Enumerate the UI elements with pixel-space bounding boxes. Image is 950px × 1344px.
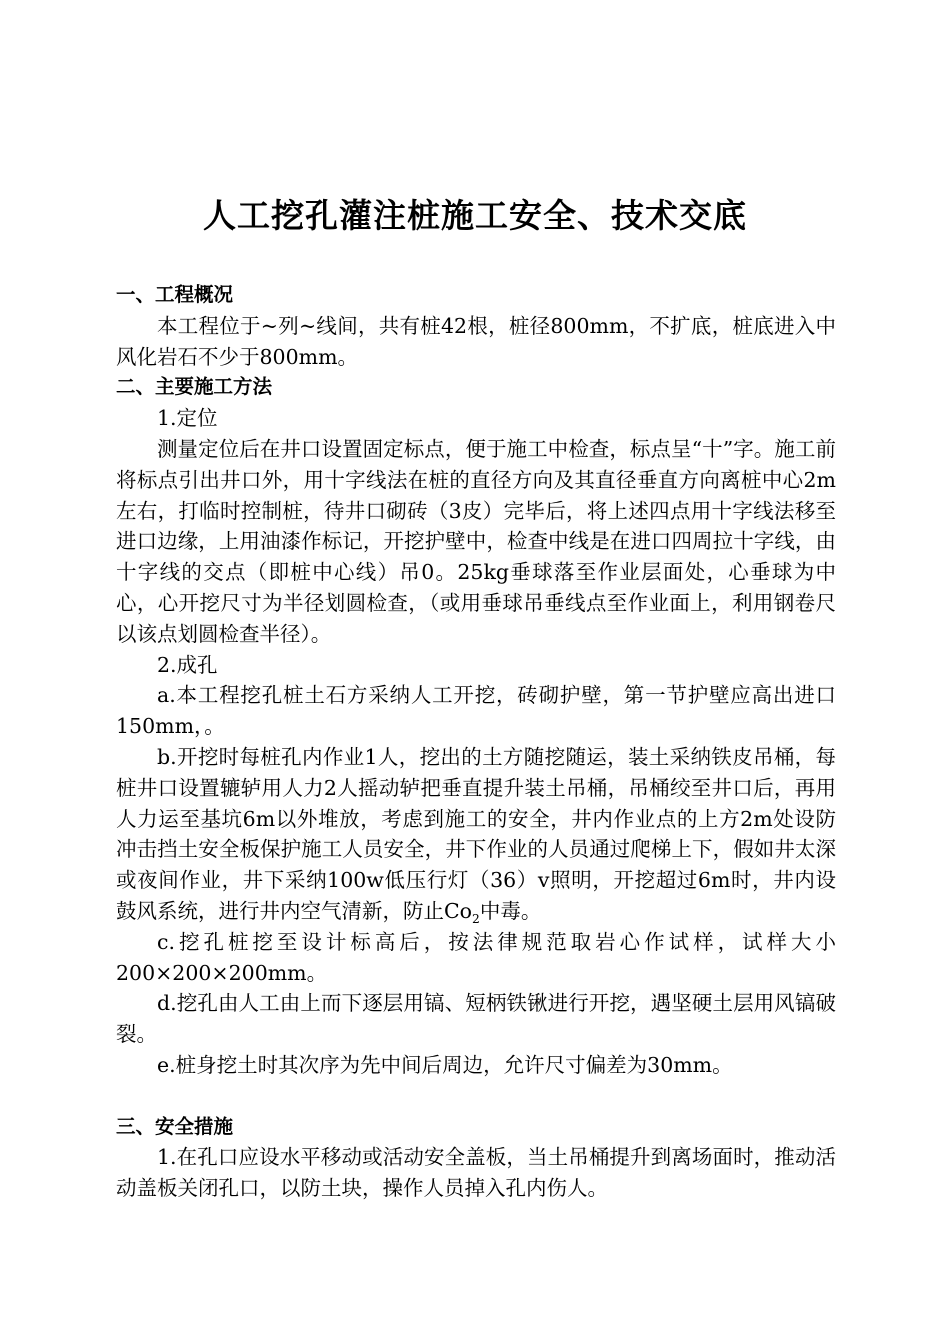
section-heading-safety: 三、安全措施 [116, 1114, 234, 1138]
document-body [116, 280, 836, 1204]
hole-forming-item-b [116, 742, 836, 927]
hole-forming-item-c: c.挖孔桩挖至设计标高后，按法律规范取岩心作试样，试样大小200×200×200mm。 [116, 929, 836, 985]
section-heading-methods: 二、主要施工方法 [116, 375, 273, 399]
hole-forming-item-a: a.本工程挖孔桩土石方采纳人工开挖，砖砌护壁，第一节护壁应高出进口150mm，。 [116, 683, 836, 739]
subheading-hole-forming: 2.成孔 [157, 652, 218, 677]
section-spacer [116, 1081, 836, 1112]
subheading-positioning: 1.定位 [157, 406, 218, 431]
item-b-text: b.开挖时每桩孔内作业1人，挖出的土方随挖随运，装土采纳铁皮吊桶，每桩井口设置辘轳用人力2人摇动轳把垂直提升装土吊桶，吊桶绞至井口后，再用人力运至基坑6m以外堆放，考虑到施工的安全，井内作业点的上方2m处设防冲击挡土安全板保护施工人员安全，井下作业的人员通过爬梯上下，假如井太深或夜间作业，井下采纳100w低压行灯（36）v照明，开挖超过6m时，井内设鼓风系统，进行井内空气清新，防止Co [116, 744, 836, 923]
section-heading-overview: 一、工程概况 [116, 283, 234, 306]
hole-forming-item-e: e.桩身挖土时其次序为先中间后周边，允许尺寸偏差为30mm。 [157, 1052, 733, 1077]
document-title: 人工挖孔灌注桩施工安全、技术交底 [203, 196, 747, 235]
overview-paragraph: 本工程位于~列~线间，共有桩42根，桩径800mm，不扩底，桩底进入中风化岩石不少于800mm。 [116, 313, 836, 369]
positioning-paragraph: 测量定位后在井口设置固定标点，便于施工中检查，标点呈“十”字。施工前将标点引出井口外，用十字线法在桩的直径方向及其直径垂直方向离桩中心2m左右，打临时控制桩，待井口砌砖（3皮）完毕后，将上述四点用十字线法移至进口边缘，上用油漆作标记，开挖护壁中，检查中线是在进口四周拉十字线，由十字线的交点（即桩中心线）吊0。25kg垂球落至作业层面处，心垂球为中心，心开挖尺寸为半径划圆检查，（或用垂球吊垂线点至作业面上，利用钢卷尺以该点划圆检查半径）。 [116, 436, 836, 646]
hole-forming-item-d: d.挖孔由人工由上而下逐层用镐、短柄铁锹进行开挖，遇坚硬土层用风镐破裂。 [116, 991, 836, 1047]
item-b-ending: 中毒。 [479, 898, 542, 923]
safety-paragraph-1: 1.在孔口应设水平移动或活动安全盖板，当土吊桶提升到离场面时，推动活动盖板关闭孔口，以防土块，操作人员掉入孔内伤人。 [116, 1145, 836, 1201]
item-b-subscript: 2 [472, 912, 480, 927]
